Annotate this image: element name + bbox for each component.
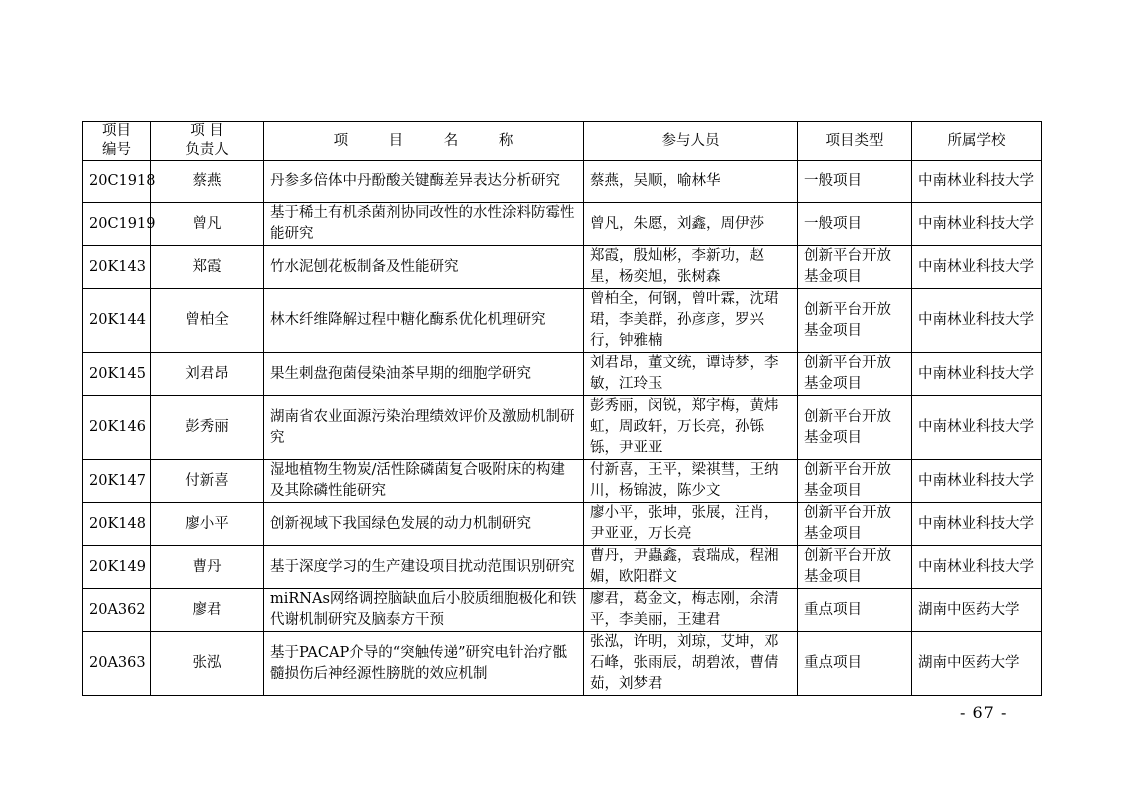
participants-cell: 付新喜，王平，梁祺彗，王纳川，杨锦波，陈少文 [584,460,798,503]
project-code-cell: 20K145 [83,353,151,396]
participants-cell: 曾柏全，何钢，曾叶霖，沈珺珺，李美群，孙彦彦，罗兴行，钟雅楠 [584,289,798,353]
school-cell: 中南林业科技大学 [912,161,1042,203]
table-row [83,589,1042,632]
table-row [83,460,1042,503]
project-type-cell: 创新平台开放基金项目 [798,246,912,289]
project-type-cell: 创新平台开放基金项目 [798,396,912,460]
project-leader-cell: 刘君昂 [151,353,264,396]
project-name-cell: 基于PACAP介导的“突触传递”研究电针治疗骶髓损伤后神经源性膀胱的效应机制 [264,632,584,696]
header-school: 所属学校 [912,122,1042,161]
project-type-cell: 创新平台开放基金项目 [798,353,912,396]
project-code-cell: 20C1918 [83,161,151,203]
project-leader-cell: 曹丹 [151,546,264,589]
project-name-cell: 基于深度学习的生产建设项目扰动范围识别研究 [264,546,584,589]
project-leader-cell: 廖小平 [151,503,264,546]
participants-cell: 曾凡，朱愿，刘鑫，周伊莎 [584,203,798,246]
participants-cell: 彭秀丽，闵锐，郑宇梅，黄炜虹，周政轩，万长亮，孙铄铄，尹亚亚 [584,396,798,460]
project-leader-cell: 廖君 [151,589,264,632]
table-row [83,161,1042,203]
header-project-code: 项目 编号 [83,122,151,161]
project-code-cell: 20A363 [83,632,151,696]
school-cell: 中南林业科技大学 [912,246,1042,289]
project-leader-cell: 蔡燕 [151,161,264,203]
project-name-cell: 基于稀土有机杀菌剂协同改性的水性涂料防霉性能研究 [264,203,584,246]
project-code-cell: 20K147 [83,460,151,503]
table-header-row [83,122,1042,161]
project-name-cell: 创新视域下我国绿色发展的动力机制研究 [264,503,584,546]
project-leader-cell: 彭秀丽 [151,396,264,460]
participants-cell: 廖君，葛金文，梅志刚，余清平，李美丽，王建君 [584,589,798,632]
project-leader-cell: 曾凡 [151,203,264,246]
participants-cell: 张泓，许明，刘琼，艾坤，邓石峰，张雨辰，胡碧浓，曹倩茹，刘梦君 [584,632,798,696]
project-code-cell: 20K144 [83,289,151,353]
table-row [83,353,1042,396]
project-type-cell: 重点项目 [798,632,912,696]
project-code-cell: 20A362 [83,589,151,632]
participants-cell: 曹丹，尹蟲鑫，袁瑞成，程湘媚，欧阳群文 [584,546,798,589]
table-body [83,161,1042,696]
project-type-cell: 创新平台开放基金项目 [798,546,912,589]
project-leader-cell: 曾柏全 [151,289,264,353]
participants-cell: 廖小平，张坤，张展，汪肖，尹亚亚，万长亮 [584,503,798,546]
participants-cell: 刘君昂，董文统，谭诗梦，李敏，江玲玉 [584,353,798,396]
participants-cell: 蔡燕，吴顺，喻林华 [584,161,798,203]
project-type-cell: 创新平台开放基金项目 [798,503,912,546]
project-leader-cell: 张泓 [151,632,264,696]
project-code-cell: 20K148 [83,503,151,546]
project-code-cell: 20K143 [83,246,151,289]
page-number: - 67 - [960,703,1008,722]
school-cell: 中南林业科技大学 [912,546,1042,589]
school-cell: 中南林业科技大学 [912,396,1042,460]
project-code-cell: 20K149 [83,546,151,589]
table-row [83,546,1042,589]
project-type-cell: 重点项目 [798,589,912,632]
school-cell: 中南林业科技大学 [912,503,1042,546]
projects-table [82,121,1042,696]
project-name-cell: 湖南省农业面源污染治理绩效评价及激励机制研究 [264,396,584,460]
project-name-cell: 丹参多倍体中丹酚酸关键酶差异表达分析研究 [264,161,584,203]
project-name-cell: 果生刺盘孢菌侵染油茶早期的细胞学研究 [264,353,584,396]
school-cell: 中南林业科技大学 [912,460,1042,503]
project-name-cell: 湿地植物生物炭/活性除磷菌复合吸附床的构建及其除磷性能研究 [264,460,584,503]
school-cell: 湖南中医药大学 [912,589,1042,632]
project-name-cell: 林木纤维降解过程中糖化酶系优化机理研究 [264,289,584,353]
school-cell: 湖南中医药大学 [912,632,1042,696]
table-row [83,396,1042,460]
school-cell: 中南林业科技大学 [912,289,1042,353]
table-row [83,203,1042,246]
project-leader-cell: 郑霞 [151,246,264,289]
project-code-cell: 20K146 [83,396,151,460]
project-type-cell: 一般项目 [798,161,912,203]
participants-cell: 郑霞，殷灿彬，李新功，赵星，杨奕旭，张树森 [584,246,798,289]
project-name-cell: miRNAs网络调控脑缺血后小胶质细胞极化和铁代谢机制研究及脑泰方干预 [264,589,584,632]
table-row [83,632,1042,696]
project-code-cell: 20C1919 [83,203,151,246]
project-type-cell: 一般项目 [798,203,912,246]
project-name-cell: 竹水泥刨花板制备及性能研究 [264,246,584,289]
header-participants: 参与人员 [584,122,798,161]
table-row [83,289,1042,353]
header-project-name: 项 目 名 称 [264,122,584,161]
table-row [83,246,1042,289]
project-type-cell: 创新平台开放基金项目 [798,460,912,503]
school-cell: 中南林业科技大学 [912,353,1042,396]
header-project-leader: 项 目 负责人 [151,122,264,161]
header-project-type: 项目类型 [798,122,912,161]
school-cell: 中南林业科技大学 [912,203,1042,246]
project-type-cell: 创新平台开放基金项目 [798,289,912,353]
table-row [83,503,1042,546]
project-leader-cell: 付新喜 [151,460,264,503]
